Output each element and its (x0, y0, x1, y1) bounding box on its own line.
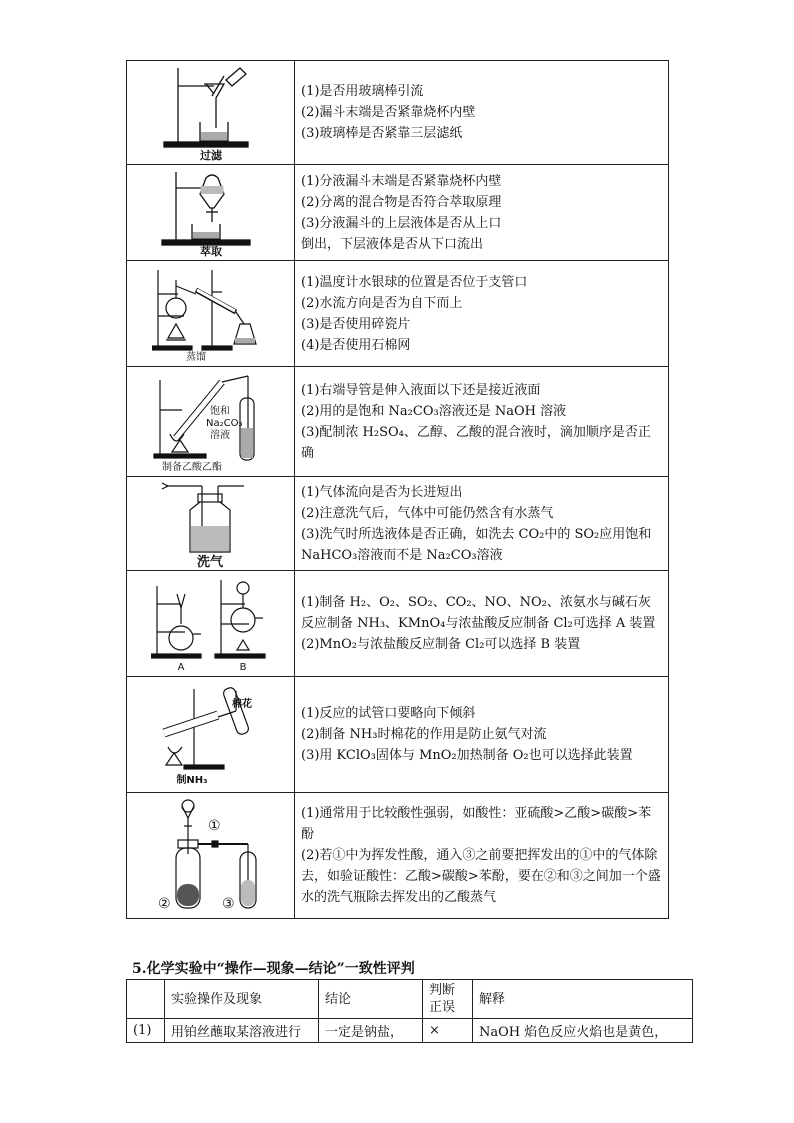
evaluation-header-row (127, 980, 693, 1019)
acidity-apparatus-icon (152, 796, 270, 916)
nh3-apparatus-icon (152, 681, 270, 789)
row-judgement: × (423, 1019, 473, 1043)
marker-1-label: ① (207, 817, 221, 834)
nh3-point-2: (2)制备 NH₃时棉花的作用是防止氨气对流 (301, 727, 547, 742)
marker-2-label: ② (157, 895, 171, 912)
nh3-point-3: (3)用 KClO₃固体与 MnO₂加热制备 O₂也可以选择此装置 (301, 748, 633, 763)
distillation-figure-cell (127, 261, 295, 367)
extraction-figure-cell (127, 165, 295, 261)
gas-washing-point-3: (3)洗气时所选液体是否正确，如洗去 CO₂中的 SO₂应用饱和 NaHCO₃溶液而不是 Na₂CO₃溶液 (301, 526, 652, 563)
ethyl-acetate-point-2: (2)用的是饱和 Na₂CO₃溶液还是 NaOH 溶液 (301, 403, 567, 419)
nh3-cotton-label: 棉花 (231, 698, 252, 710)
consistency-evaluation-table (126, 979, 693, 1043)
gas-generation-text-cell (295, 571, 669, 677)
extraction-point-2: (2)分离的混合物是否符合萃取原理 (301, 194, 502, 210)
filtration-figure-cell (127, 61, 295, 165)
ethyl-acetate-apparatus-icon (152, 370, 270, 474)
table-row (127, 1019, 693, 1043)
acidity-point-2: (2)若①中为挥发性酸，通入③之前要把挥发出的①中的气体除去，如验证酸性：乙酸>碳酸>苯酚，要在②和③之间加一个盛水的洗气瓶除去挥发出的乙酸蒸气 (301, 848, 661, 905)
extraction-point-3: (3)分液漏斗的上层液体是否从上口 (301, 215, 502, 231)
nh3-text-cell (295, 677, 669, 793)
ethyl-acetate-point-3: (3)配制浓 H₂SO₄、乙醇、乙酸的混合液时，滴加顺序是否正确 (301, 424, 651, 461)
ethyl-acetate-point-1: (1)右端导管是伸入液面以下还是接近液面 (301, 382, 541, 398)
gas-generation-figure-cell (127, 571, 295, 677)
header-operation: 实验操作及现象 (165, 980, 319, 1019)
acidity-figure-cell (127, 793, 295, 919)
distillation-point-4: (4)是否使用石棉网 (301, 337, 411, 353)
gas-generation-caption-a: A (177, 661, 184, 673)
gas-washing-apparatus-icon (156, 480, 266, 568)
gas-generation-caption-b: B (239, 661, 246, 673)
row-filtration (127, 61, 669, 165)
row-extraction (127, 165, 669, 261)
extraction-point-1: (1)分液漏斗末端是否紧靠烧杯内壁 (301, 173, 502, 189)
extraction-point-3-cont: 倒出，下层液体是否从下口流出 (301, 236, 484, 252)
gas-washing-caption: 洗气 (196, 554, 223, 568)
row-acidity-comparison (127, 793, 669, 919)
apparatus-table (126, 60, 669, 919)
nh3-figure-cell (127, 677, 295, 793)
acidity-point-1: (1)通常用于比较酸性强弱，如酸性：亚硫酸>乙酸>碳酸>苯酚 (301, 806, 652, 842)
ethyl-acetate-label-c: 溶液 (209, 429, 230, 441)
ethyl-acetate-figure-cell (127, 367, 295, 477)
row-ethyl-acetate (127, 367, 669, 477)
gas-washing-point-2: (2)注意洗气后，气体中可能仍然含有水蒸气 (301, 505, 554, 521)
gas-generation-apparatus-icon (151, 574, 271, 674)
header-number (127, 980, 165, 1019)
ethyl-acetate-caption: 制备乙酸乙酯 (161, 461, 222, 473)
filtration-point-3: (3)玻璃棒是否紧靠三层滤纸 (301, 126, 463, 141)
ethyl-acetate-text-cell (295, 367, 669, 477)
nh3-point-1: (1)反应的试管口要略向下倾斜 (301, 706, 476, 721)
filtration-apparatus-icon (156, 64, 266, 162)
extraction-apparatus-icon (156, 168, 266, 258)
row-distillation (127, 261, 669, 367)
distillation-point-2: (2)水流方向是否为自下而上 (301, 295, 463, 311)
filtration-text-cell (295, 61, 669, 165)
gas-generation-point-2: (2)MnO₂与浓盐酸反应制备 Cl₂可以选择 B 装置 (301, 637, 581, 652)
distillation-apparatus-icon (152, 264, 270, 364)
nh3-caption: 制NH₃ (175, 774, 208, 786)
distillation-text-cell (295, 261, 669, 367)
marker-3-label: ③ (221, 895, 235, 912)
distillation-point-1: (1)温度计水银球的位置是否位于支管口 (301, 274, 528, 290)
acidity-text-cell (295, 793, 669, 919)
section-5-title: 5.化学实验中“操作—现象—结论”一致性评判 (132, 961, 415, 977)
gas-washing-figure-cell (127, 477, 295, 571)
header-conclusion: 结论 (319, 980, 423, 1019)
header-judgement: 判断正误 (423, 980, 473, 1019)
filtration-point-1: (1)是否用玻璃棒引流 (301, 84, 424, 99)
gas-washing-text-cell (295, 477, 669, 571)
extraction-caption: 萃取 (199, 244, 222, 258)
ethyl-acetate-label-b: Na₂CO₃ (205, 417, 242, 429)
extraction-text-cell (295, 165, 669, 261)
distillation-caption: 蒸馏 (185, 351, 206, 363)
row-conclusion: 一定是钠盐， (319, 1019, 423, 1043)
filtration-caption: 过滤 (199, 148, 222, 162)
row-explanation: NaOH 焰色反应火焰也是黄色， (473, 1019, 693, 1043)
filtration-point-2: (2)漏斗末端是否紧靠烧杯内壁 (301, 105, 476, 120)
header-explanation: 解释 (473, 980, 693, 1019)
gas-washing-point-1: (1)气体流向是否为长进短出 (301, 484, 463, 500)
distillation-point-3: (3)是否使用碎瓷片 (301, 316, 411, 332)
row-nh3-preparation (127, 677, 669, 793)
row-gas-washing (127, 477, 669, 571)
gas-generation-point-1: (1)制备 H₂、O₂、SO₂、CO₂、NO、NO₂、浓氨水与碱石灰反应制备 NH₃、KMnO₄与浓盐酸反应制备 Cl₂可选择 A 装置 (301, 595, 656, 631)
row-gas-generation (127, 571, 669, 677)
ethyl-acetate-label-a: 饱和 (209, 405, 230, 417)
row-operation: 用铂丝蘸取某溶液进行 (165, 1019, 319, 1043)
row-number: (1) (127, 1019, 165, 1043)
